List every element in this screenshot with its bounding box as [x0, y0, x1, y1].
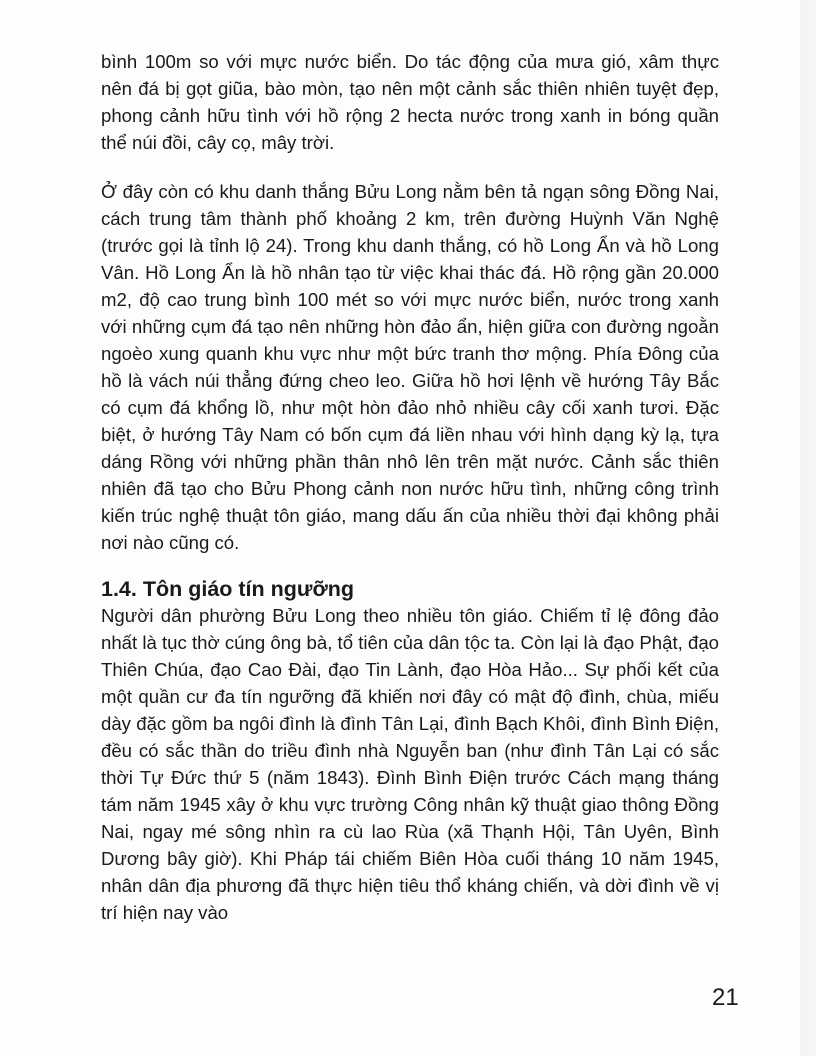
- paragraph-religion-beliefs: Người dân phường Bửu Long theo nhiều tôn giáo. Chiếm tỉ lệ đông đảo nhất là tục thờ cúng ông bà, tổ tiên của dân tộc ta. Còn lại là đạo Phật, đạo Thiên Chúa, đạo Cao Đài, đạo Tin Lành, đạo Hòa Hảo... Sự phối kết của một quần cư đa tín ngưỡng đã khiến nơi đây có mật độ đình, chùa, miếu dày đặc gồm ba ngôi đình là đình Tân Lại, đình Bạch Khôi, đình Bình Điện, đều có sắc thần do triều đình nhà Nguyễn ban (như đình Tân Lại có sắc thời Tự Đức thứ 5 (năm 1843). Đình Bình Điện trước Cách mạng tháng tám năm 1945 xây ở khu vực trường Công nhân kỹ thuật giao thông Đồng Nai, ngay mé sông nhìn ra cù lao Rùa (xã Thạnh Hội, Tân Uyên, Bình Dương bây giờ). Khi Pháp tái chiếm Biên Hòa cuối tháng 10 năm 1945, nhân dân địa phương đã thực hiện tiêu thổ kháng chiến, và dời đình về vị trí hiện nay vào: [101, 605, 719, 923]
- page-edge: [800, 0, 816, 1056]
- page-content: [101, 48, 719, 926]
- paragraph-landscape-continuation: bình 100m so với mực nước biển. Do tác động của mưa gió, xâm thực nên đá bị gọt giũa, bào mòn, tạo nên một cảnh sắc thiên nhiên tuyệt đẹp, phong cảnh hữu tình với hồ rộng 2 hecta nước trong xanh in bóng quần thể núi đồi, cây cọ, mây trời.: [101, 51, 719, 153]
- paragraph-buu-long-scenic-area: Ở đây còn có khu danh thắng Bửu Long nằm bên tả ngạn sông Đồng Nai, cách trung tâm thành phố khoảng 2 km, trên đường Huỳnh Văn Nghệ (trước gọi là tỉnh lộ 24). Trong khu danh thắng, có hồ Long Ẩn và hồ Long Vân. Hồ Long Ẩn là hồ nhân tạo từ việc khai thác đá. Hồ rộng gần 20.000 m2, độ cao trung bình 100 mét so với mực nước biển, nước trong xanh với những cụm đá tạo nên những hòn đảo ẩn, hiện giữa con đường ngoằn ngoèo xung quanh khu vực như một bức tranh thơ mộng. Phía Đông của hồ là vách núi thẳng đứng cheo leo. Giữa hồ hơi lệnh về hướng Tây Bắc có cụm đá khổng lồ, như một hòn đảo nhỏ nhiều cây cối xanh tươi. Đặc biệt, ở hướng Tây Nam có bốn cụm đá liền nhau với hình dạng kỳ lạ, tựa dáng Rồng với những phần thân nhô lên trên mặt nước. Cảnh sắc thiên nhiên đã tạo cho Bửu Phong cảnh non nước hữu tình, những công trình kiến trúc nghệ thuật tôn giáo, mang dấu ấn của nhiều thời đại không phải nơi nào cũng có.: [101, 181, 719, 553]
- section-heading: 1.4. Tôn giáo tín ngưỡng: [101, 577, 355, 601]
- page-number: 21: [712, 984, 739, 1011]
